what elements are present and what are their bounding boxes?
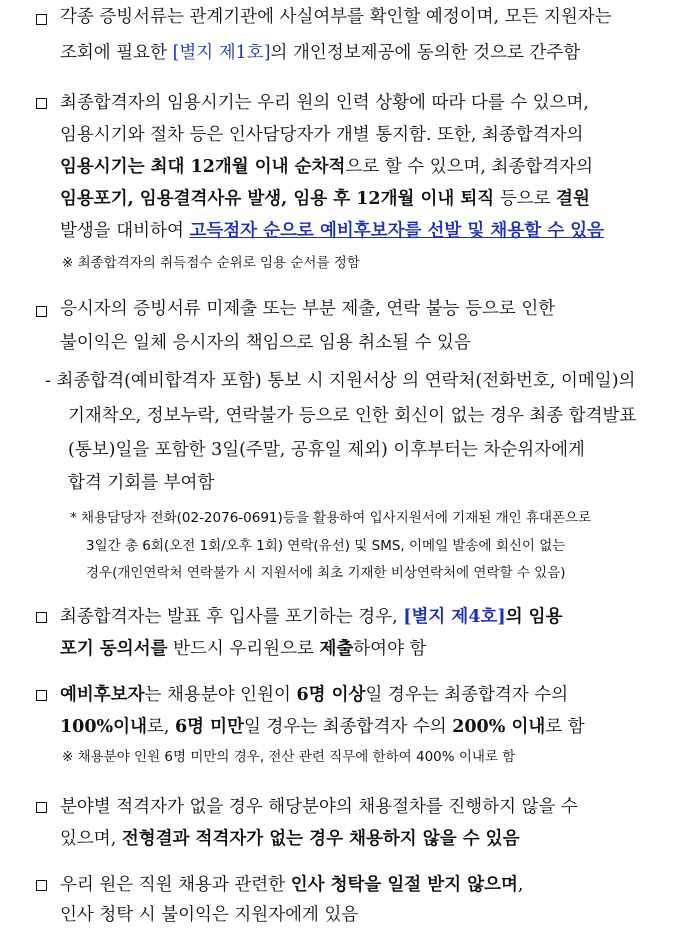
note-line: ※ 채용분야 인원 6명 미만의 경우, 전산 관련 직무에 한하여 400% 이내로 함 xyxy=(62,749,516,765)
text-line: 최종합격자는 발표 후 입사를 포기하는 경우, [별지 제4호]의 임용 xyxy=(60,607,563,627)
square-bullet-icon xyxy=(36,880,47,891)
square-bullet-icon xyxy=(36,306,47,317)
text-line: 있으며, 전형결과 적격자가 없는 경우 채용하지 않을 수 있음 xyxy=(60,829,520,849)
text-line: 임용포기, 임용결격사유 발생, 임용 후 12개월 이내 퇴직 등으로 결원 xyxy=(60,189,590,209)
square-bullet-icon xyxy=(36,802,47,813)
form-reference-1: [별지 제1호] xyxy=(172,43,271,63)
emphasis-link-text: 고득점자 순으로 예비후보자를 선발 및 채용할 수 있음 xyxy=(189,221,605,241)
text-line: 분야별 적격자가 없을 경우 해당분야의 채용절차를 진행하지 않을 수 xyxy=(60,797,578,817)
sub-item-line: 합격 기회를 부여함 xyxy=(68,473,215,493)
square-bullet-icon xyxy=(36,612,47,623)
text-line: 우리 원은 직원 채용과 관련한 인사 청탁을 일절 받지 않으며, xyxy=(60,875,524,895)
square-bullet-icon xyxy=(36,690,47,701)
text-line: 포기 동의서를 반드시 우리원으로 제출하여야 함 xyxy=(60,639,427,659)
square-bullet-icon xyxy=(36,98,47,109)
text-line: 인사 청탁 시 불이익은 지원자에게 있음 xyxy=(60,905,359,925)
sub-item-line: (통보)일을 포함한 3일(주말, 공휴일 제외) 이후부터는 차순위자에게 xyxy=(68,440,585,460)
sub-item-line: 기재착오, 정보누락, 연락불가 등으로 인한 회신이 없는 경우 최종 합격발표 xyxy=(68,406,637,426)
note-line: * 채용담당자 전화(02-2076-0691)등을 활용하여 입사지원서에 기재된 개인 휴대폰으로 xyxy=(70,510,592,526)
square-bullet-icon xyxy=(36,14,47,25)
text-line: 각종 증빙서류는 관계기관에 사실여부를 확인할 예정이며, 모든 지원자는 xyxy=(60,7,612,27)
text-line: 임용시기는 최대 12개월 이내 순차적으로 할 수 있으며, 최종합격자의 xyxy=(60,157,593,177)
text-line: 최종합격자의 임용시기는 우리 원의 인력 상황에 따라 다를 수 있으며, xyxy=(60,93,589,113)
text-line: 응시자의 증빙서류 미제출 또는 부분 제출, 연락 불능 등으로 인한 xyxy=(60,299,556,319)
text-line: 발생을 대비하여 고득점자 순으로 예비후보자를 선발 및 채용할 수 있음 xyxy=(60,221,605,241)
text-line: 예비후보자는 채용분야 인원이 6명 이상일 경우는 최종합격자 수의 xyxy=(60,685,569,705)
text-line: 조회에 필요한 [별지 제1호]의 개인정보제공에 동의한 것으로 간주함 xyxy=(60,43,581,63)
text-line: 100%이내로, 6명 미만일 경우는 최종합격자 수의 200% 이내로 함 xyxy=(60,717,585,737)
note-line: ※ 최종합격자의 취득점수 순위로 임용 순서를 정함 xyxy=(62,255,360,271)
form-reference-4: [별지 제4호] xyxy=(403,607,506,627)
note-line: 경우(개인연락처 연락불가 시 지원서에 최초 기재한 비상연락처에 연락할 수 있음) xyxy=(86,565,566,581)
sub-item-line: - 최종합격(예비합격자 포함) 통보 시 지원서상 의 연락처(전화번호, 이메일)의 xyxy=(45,371,636,391)
note-line: 3일간 총 6회(오전 1회/오후 1회) 연락(유선) 및 SMS, 이메일 발송에 회신이 없는 xyxy=(86,538,566,554)
text-line: 불이익은 일체 응시자의 책임으로 임용 취소될 수 있음 xyxy=(60,333,471,353)
text-line: 임용시기와 절차 등은 인사담당자가 개별 통지함. 또한, 최종합격자의 xyxy=(60,125,584,145)
